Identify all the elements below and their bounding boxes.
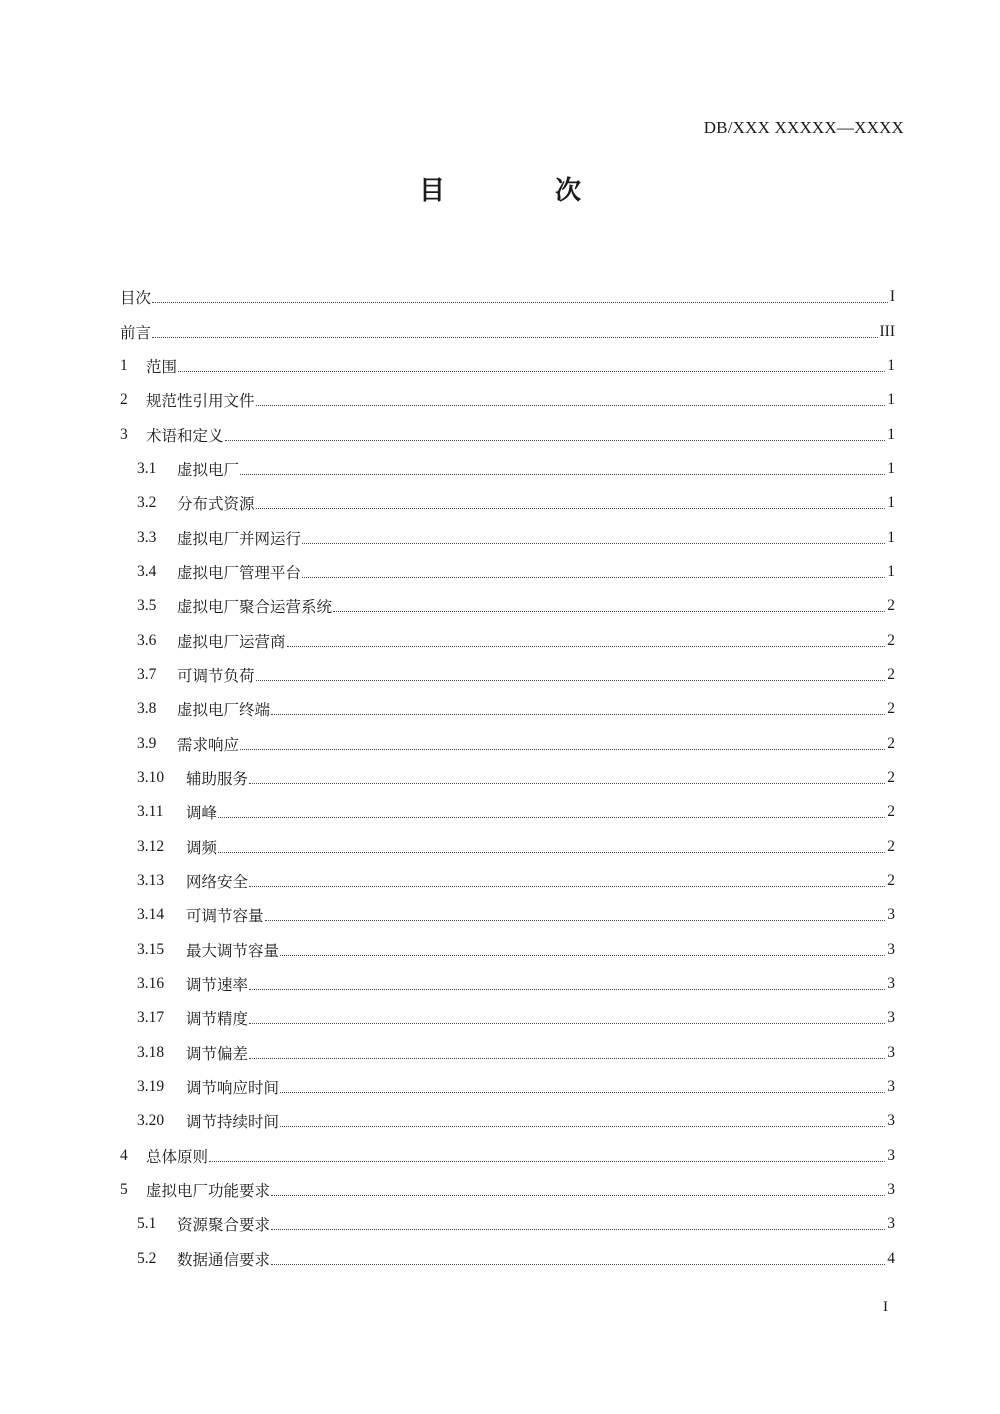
toc-leader-dots — [287, 645, 886, 647]
toc-entry-label: 调节精度 — [186, 1010, 249, 1029]
toc-entry-label: 最大调节容量 — [186, 941, 280, 960]
toc-entry[interactable] — [120, 417, 895, 451]
toc-entry[interactable] — [120, 623, 895, 657]
toc-leader-dots — [152, 336, 877, 338]
toc-entry[interactable] — [120, 658, 895, 692]
toc-entry[interactable] — [120, 349, 895, 383]
toc-entry-label: 虚拟电厂运营商 — [177, 632, 286, 651]
toc-entry-number: 5.2 — [137, 1249, 157, 1267]
toc-entry[interactable] — [120, 1139, 895, 1173]
toc-entry[interactable] — [120, 692, 895, 726]
toc-entry-page: III — [879, 322, 895, 340]
toc-entry[interactable] — [120, 1036, 895, 1070]
toc-entry-label: 辅助服务 — [186, 769, 249, 788]
toc-entry-number: 3.10 — [137, 768, 165, 786]
toc-entry-label: 虚拟电厂功能要求 — [146, 1182, 271, 1201]
toc-entry-page: 1 — [887, 494, 895, 512]
toc-entry[interactable] — [120, 589, 895, 623]
toc-entry-number: 2 — [120, 391, 128, 409]
toc-entry-number: 3.20 — [137, 1112, 165, 1130]
toc-entry-number: 3.13 — [137, 872, 165, 890]
toc-leader-dots — [249, 885, 885, 887]
toc-leader-dots — [152, 301, 888, 303]
toc-leader-dots — [240, 473, 885, 475]
toc-entry[interactable] — [120, 726, 895, 760]
toc-entry-number: 5.1 — [137, 1215, 157, 1233]
toc-entry-page: 2 — [887, 631, 895, 649]
toc-entry-page: 2 — [887, 665, 895, 683]
toc-entry-label: 调节偏差 — [186, 1044, 249, 1063]
toc-entry-number: 3.9 — [137, 734, 157, 752]
toc-entry-page: 3 — [887, 940, 895, 958]
toc-leader-dots — [256, 679, 886, 681]
toc-entry-label: 可调节容量 — [186, 907, 264, 926]
toc-entry-page: 2 — [887, 803, 895, 821]
toc-entry-number: 3.4 — [137, 562, 157, 580]
toc-leader-dots — [240, 748, 885, 750]
toc-entry-label: 前言 — [120, 323, 152, 342]
toc-entry-label: 调节持续时间 — [186, 1113, 280, 1132]
title-char-2: 次 — [555, 176, 582, 206]
toc-entry-number: 3.2 — [137, 494, 157, 512]
title-char-1: 目 — [418, 176, 445, 206]
toc-entry-number: 3 — [120, 425, 128, 443]
toc-entry-number: 1 — [120, 356, 128, 374]
toc-entry[interactable] — [120, 830, 895, 864]
toc-entry-page: 2 — [887, 768, 895, 786]
toc-leader-dots — [249, 988, 885, 990]
toc-entry-label: 调峰 — [186, 804, 218, 823]
toc-leader-dots — [249, 1022, 885, 1024]
toc-entry-number: 3.18 — [137, 1043, 165, 1061]
toc-entry-page: 3 — [887, 1215, 895, 1233]
toc-entry[interactable] — [120, 1207, 895, 1241]
toc-entry[interactable] — [120, 314, 895, 348]
toc-entry[interactable] — [120, 967, 895, 1001]
toc-entry-page: 2 — [887, 597, 895, 615]
toc-entry-page: 1 — [887, 356, 895, 374]
toc-entry-label: 可调节负荷 — [177, 666, 255, 685]
toc-entry[interactable] — [120, 1242, 895, 1276]
table-of-contents — [120, 280, 895, 1276]
toc-entry-page: 3 — [887, 1112, 895, 1130]
toc-entry-label: 虚拟电厂聚合运营系统 — [177, 598, 333, 617]
page-number: I — [883, 1299, 888, 1315]
toc-entry-number: 3.1 — [137, 459, 157, 477]
toc-entry-page: 2 — [887, 837, 895, 855]
toc-leader-dots — [209, 1160, 885, 1162]
toc-entry-label: 数据通信要求 — [177, 1250, 271, 1269]
toc-entry-number: 3.12 — [137, 837, 165, 855]
toc-entry-number: 3.6 — [137, 631, 157, 649]
toc-entry[interactable] — [120, 555, 895, 589]
toc-leader-dots — [280, 954, 885, 956]
toc-entry-label: 目次 — [120, 289, 152, 308]
toc-entry-label: 虚拟电厂 — [177, 460, 240, 479]
toc-entry-label: 总体原则 — [146, 1147, 209, 1166]
toc-entry-page: 2 — [887, 700, 895, 718]
toc-entry-page: 3 — [887, 1078, 895, 1096]
toc-leader-dots — [280, 1125, 885, 1127]
toc-entry-label: 需求响应 — [177, 735, 240, 754]
toc-entry-page: 3 — [887, 1181, 895, 1199]
toc-leader-dots — [271, 1194, 885, 1196]
toc-entry[interactable] — [120, 761, 895, 795]
toc-entry[interactable] — [120, 383, 895, 417]
toc-leader-dots — [271, 1263, 885, 1265]
toc-entry-label: 网络安全 — [186, 873, 249, 892]
toc-entry-number: 3.17 — [137, 1009, 165, 1027]
toc-entry[interactable] — [120, 486, 895, 520]
toc-leader-dots — [256, 507, 886, 509]
toc-entry-page: 4 — [887, 1249, 895, 1267]
toc-entry-number: 3.5 — [137, 597, 157, 615]
toc-entry[interactable] — [120, 1104, 895, 1138]
toc-leader-dots — [333, 610, 885, 612]
toc-leader-dots — [302, 542, 885, 544]
toc-entry[interactable] — [120, 1173, 895, 1207]
toc-entry-label: 调节速率 — [186, 976, 249, 995]
toc-entry-page: 1 — [887, 528, 895, 546]
toc-entry-page: 3 — [887, 1043, 895, 1061]
toc-entry-number: 3.19 — [137, 1078, 165, 1096]
toc-leader-dots — [225, 439, 886, 441]
toc-entry-number: 3.14 — [137, 906, 165, 924]
toc-entry[interactable] — [120, 898, 895, 932]
toc-leader-dots — [280, 1091, 885, 1093]
page-title — [0, 170, 1000, 207]
toc-entry-label: 虚拟电厂并网运行 — [177, 529, 302, 548]
toc-entry-number: 3.16 — [137, 975, 165, 993]
toc-entry-number: 3.15 — [137, 940, 165, 958]
toc-entry-label: 分布式资源 — [177, 495, 255, 514]
toc-entry-page: 1 — [887, 391, 895, 409]
toc-entry-label: 资源聚合要求 — [177, 1216, 271, 1235]
toc-leader-dots — [256, 404, 886, 406]
toc-entry-number: 4 — [120, 1146, 128, 1164]
toc-entry-page: 3 — [887, 975, 895, 993]
toc-entry-page: 1 — [887, 562, 895, 580]
toc-entry-page: 1 — [887, 425, 895, 443]
toc-entry-page: 1 — [887, 459, 895, 477]
toc-entry[interactable] — [120, 1001, 895, 1035]
toc-entry-label: 调节响应时间 — [186, 1079, 280, 1098]
toc-entry-label: 规范性引用文件 — [146, 392, 255, 411]
toc-entry-page: I — [889, 288, 895, 306]
toc-entry-label: 调频 — [186, 838, 218, 857]
toc-entry[interactable] — [120, 520, 895, 554]
toc-entry-page: 2 — [887, 872, 895, 890]
toc-leader-dots — [249, 782, 885, 784]
document-code: DB/XXX XXXXX—XXXX — [703, 118, 904, 137]
toc-entry-label: 虚拟电厂管理平台 — [177, 563, 302, 582]
toc-entry-label: 范围 — [146, 357, 178, 376]
toc-entry-number: 3.3 — [137, 528, 157, 546]
toc-entry-page: 3 — [887, 1009, 895, 1027]
toc-entry[interactable] — [120, 795, 895, 829]
toc-entry-page: 3 — [887, 906, 895, 924]
toc-entry[interactable] — [120, 280, 895, 314]
toc-entry-number: 5 — [120, 1181, 128, 1199]
toc-leader-dots — [271, 1228, 885, 1230]
toc-entry-number: 3.8 — [137, 700, 157, 718]
toc-entry-label: 虚拟电厂终端 — [177, 701, 271, 720]
toc-entry-number: 3.11 — [137, 803, 164, 821]
toc-leader-dots — [249, 1057, 885, 1059]
toc-leader-dots — [178, 370, 885, 372]
toc-entry[interactable] — [120, 452, 895, 486]
toc-leader-dots — [265, 919, 886, 921]
toc-leader-dots — [271, 713, 885, 715]
toc-entry[interactable] — [120, 864, 895, 898]
toc-entry-label: 术语和定义 — [146, 426, 224, 445]
toc-entry-page: 2 — [887, 734, 895, 752]
toc-entry[interactable] — [120, 933, 895, 967]
toc-entry-page: 3 — [887, 1146, 895, 1164]
toc-leader-dots — [218, 816, 885, 818]
toc-entry[interactable] — [120, 1070, 895, 1104]
toc-leader-dots — [302, 576, 885, 578]
toc-leader-dots — [218, 851, 885, 853]
toc-entry-number: 3.7 — [137, 665, 157, 683]
